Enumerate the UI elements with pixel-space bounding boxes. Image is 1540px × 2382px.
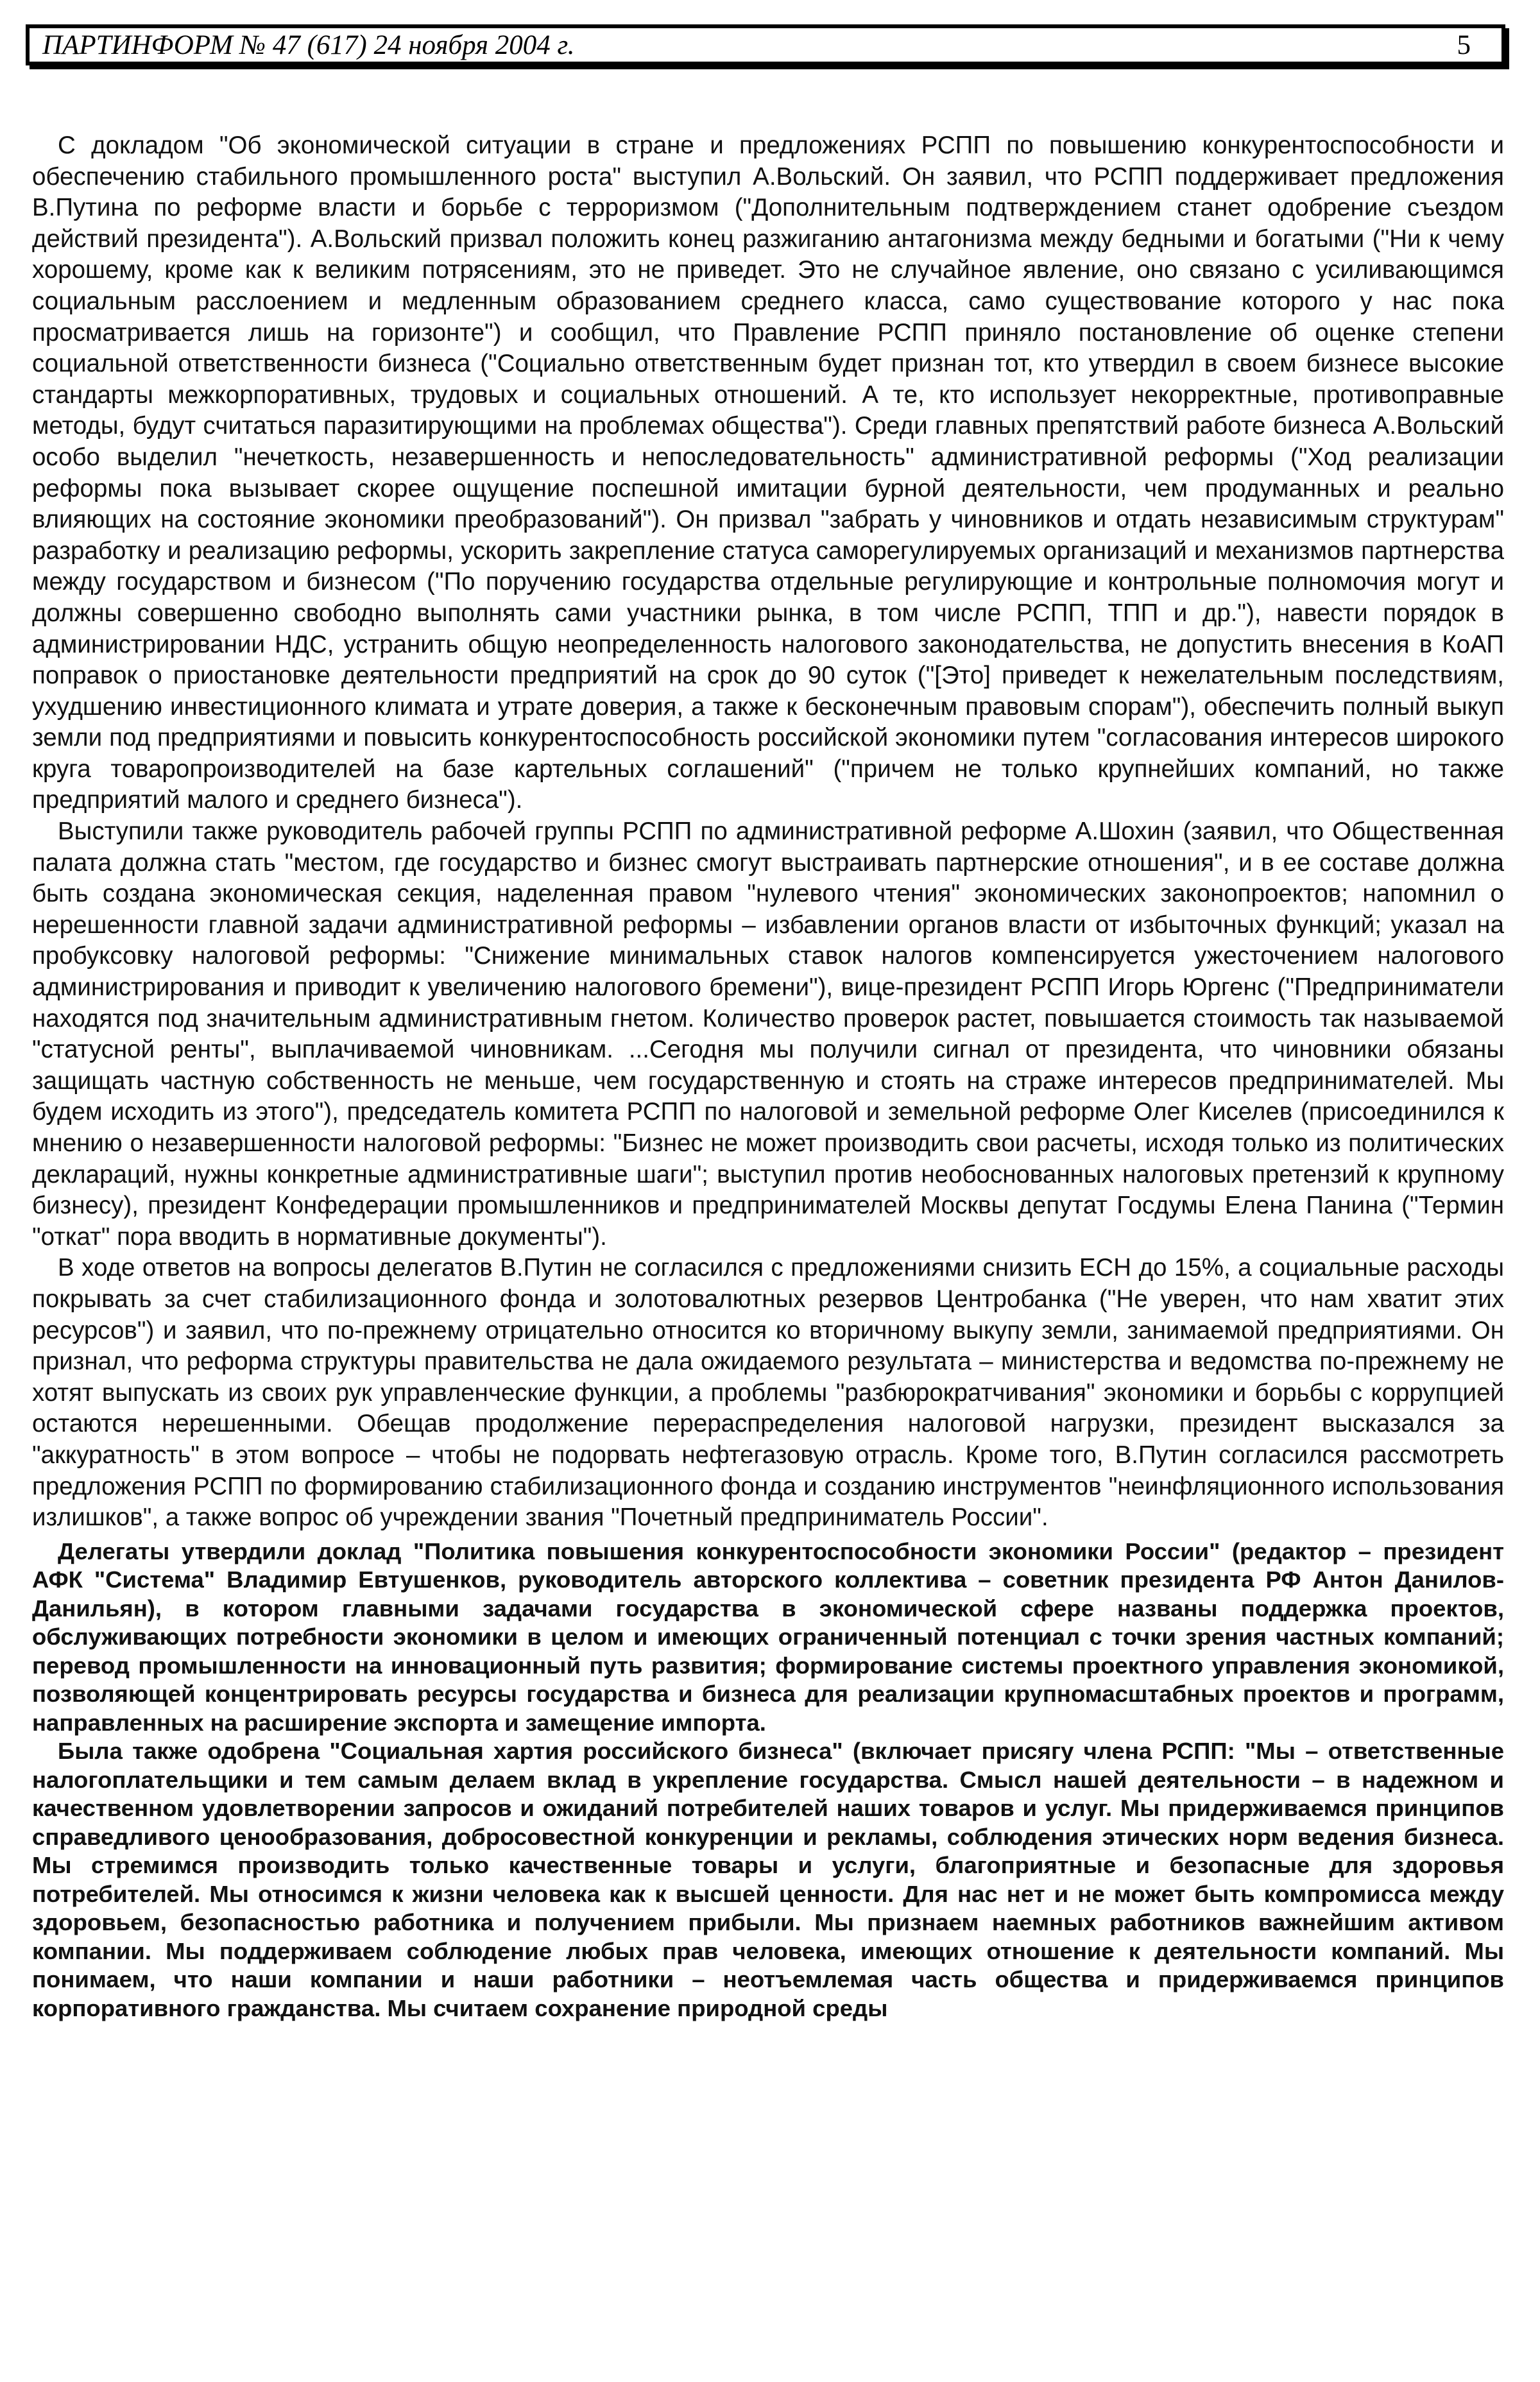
- paragraph-social-charter: Была также одобрена "Социальная хартия российского бизнеса" (включает присягу члена РСПП: "Мы – ответственные налогоплательщики и тем самым делаем вклад в укрепление государства. Смысл нашей деятельности – в надежном и качественном удовлетворении запросов и ожиданий потребителей наших товаров и услуг. Мы придерживаемся принципов справедливого ценообразования, добросовестной конкуренции и рекламы, соблюдения этических норм ведения бизнеса. Мы стремимся производить только качественные товары и услуги, благоприятные и безопасные для здоровья потребителей. Мы относимся к жизни человека как к высшей ценности. Для нас нет и не может быть компромисса между здоровьем, безопасностью работника и получением прибыли. Мы признаем наемных работников важнейшим активом компании. Мы поддерживаем соблюдение любых прав человека, имеющих отношение к деятельности компаний. Мы понимаем, что наши компании и наши работники – неотъемлемая часть общества и придерживаемся принципов корпоративного гражданства. Мы считаем сохранение природной среды: [32, 1738, 1504, 2021]
- paragraph-speakers: Выступили также руководитель рабочей группы РСПП по административной реформе А.Шохин (заявил, что Общественная палата должна стать "местом, где государство и бизнес смогут выстраивать партнерские отношения", и в ее составе должна быть создана экономическая секция, наделенная правом "нулевого чтения" экономических законопроектов; напомнил о нерешенности главной задачи административной реформы – избавлении органов власти от избыточных функций; указал на пробуксовку налоговой реформы: "Снижение минимальных ставок налогов компенсируется ужесточением налогового администрирования и приводит к увеличению налогового бремени"), вице-президент РСПП Игорь Юргенс ("Предприниматели находятся под значительным административным гнетом. Количество проверок растет, повышается стоимость так называемой "статусной ренты", выплачиваемой чиновникам. ...Сегодня мы получили сигнал от президента, что чиновники обязаны защищать частную собственность не меньше, чем государственную и стоять на страже интересов предпринимателей. Мы будем исходить из этого"), председатель комитета РСПП по налоговой и земельной реформе Олег Киселев (присоединился к мнению о незавершенности налоговой реформы: "Бизнес не может производить свои расчеты, исходя только из политических деклараций, нужны конкретные административные шаги"; выступил против необоснованных налоговых претензий к крупному бизнесу), президент Конфедерации промышленников и предпринимателей Москвы депутат Госдумы Елена Панина ("Термин "откат" пора вводить в нормативные документы").: [32, 818, 1504, 1251]
- page-number: 5: [1457, 30, 1471, 60]
- paragraph-report: С докладом "Об экономической ситуации в стране и предложениях РСПП по повышению конкурентоспособности и обеспечению стабильного промышленного роста" выступил А.Вольский. Он заявил, что РСПП поддерживает предложения В.Путина по реформе власти и борьбе с терроризмом ("Дополнительным подтверждением станет одобрение съездом действий президента"). А.Вольский призвал положить конец разжиганию антагонизма между бедными и богатыми ("Ни к чему хорошему, кроме как к великим потрясениям, это не приведет. Это не случайное явление, оно связано с усиливающимся социальным расслоением и медленным образованием среднего класса, само существование которого у нас пока просматривается лишь на горизонте") и сообщил, что Правление РСПП приняло постановление об оценке степени социальной ответственности бизнеса ("Социально ответственным будет признан тот, кто утвердил в своем бизнесе высокие стандарты межкорпоративных, трудовых и социальных отношений. А те, кто использует некорректные, противоправные методы, будут считаться паразитирующими на проблемах общества"). Среди главных препятствий работе бизнеса А.Вольский особо выделил "нечеткость, незавершенность и непоследовательность" административной реформы ("Ход реализации реформы пока вызывает скорее ощущение поспешной имитации бурной деятельности, чем продуманных и реально влияющих на состояние экономики преобразований"). Он призвал "забрать у чиновников и отдать независимым структурам" разработку и реализацию реформы, ускорить закрепление статуса саморегулируемых организаций и механизмов партнерства между государством и бизнесом ("По поручению государства отдельные регулирующие и контрольные полномочия могут и должны совершенно свободно выполнять сами участники рынка, в том числе РСПП, ТПП и др."), навести порядок в администрировании НДС, устранить общую неопределенность налогового законодательства, не допустить внесения в КоАП поправок о приостановке деятельности предприятий на срок до 90 суток ("[Это] приведет к нежелательным последствиям, ухудшению инвестиционного климата и утрате доверия, а также к бесконечным правовым спорам"), обеспечить полный выкуп земли под предприятиями и повысить конкурентоспособность российской экономики путем "согласования интересов широкого круга товаропроизводителей на базе картельных соглашений" ("причем не только крупнейших компаний, но также предприятий малого и среднего бизнеса").: [32, 132, 1504, 814]
- header-title: ПАРТИНФОРМ № 47 (617) 24 ноября 2004 г.: [42, 30, 575, 60]
- article-body: [32, 130, 1504, 2023]
- paragraph-putin-answers: В ходе ответов на вопросы делегатов В.Путин не согласился с предложениями снизить ЕСН до 15%, а социальные расходы покрывать за счет стабилизационного фонда и золотовалютных резервов Центробанка ("Не уверен, что нам хватит этих ресурсов") и заявил, что по-прежнему отрицательно относится ко вторичному выкупу земли, занимаемой предприятиями. Он признал, что реформа структуры правительства не дала ожидаемого результата – министерства и ведомства по-прежнему не хотят выпускать из своих рук управленческие функции, а проблемы "разбюрократчивания" экономики и борьбы с коррупцией остаются нерешенными. Обещав продолжение перераспределения налоговой нагрузки, президент высказался за "аккуратность" в этом вопросе – чтобы не подорвать нефтегазовую отрасль. Кроме того, В.Путин согласился рассмотреть предложения РСПП по формированию стабилизационного фонда и созданию инструментов "неинфляционного использования излишков", а также вопрос об учреждении звания "Почетный предприниматель России".: [32, 1254, 1504, 1532]
- page-header: [26, 24, 1505, 65]
- paragraph-report-approved: Делегаты утвердили доклад "Политика повышения конкурентоспособности экономики России" (редактор – президент АФК "Система" Владимир Евтушенков, руководитель авторского коллектива – советник президента РФ Антон Данилов-Данильян), в котором главными задачами государства в экономической сфере названы поддержка проектов, обслуживающих потребности экономики в целом и имеющих ограниченный потенциал с точки зрения частных компаний; перевод промышленности на инновационный путь развития; формирование системы проектного управления экономикой, позволяющей концентрировать ресурсы государства и бизнеса для реализации крупномасштабных проектов и программ, направленных на расширение экспорта и замещение импорта.: [32, 1538, 1504, 1736]
